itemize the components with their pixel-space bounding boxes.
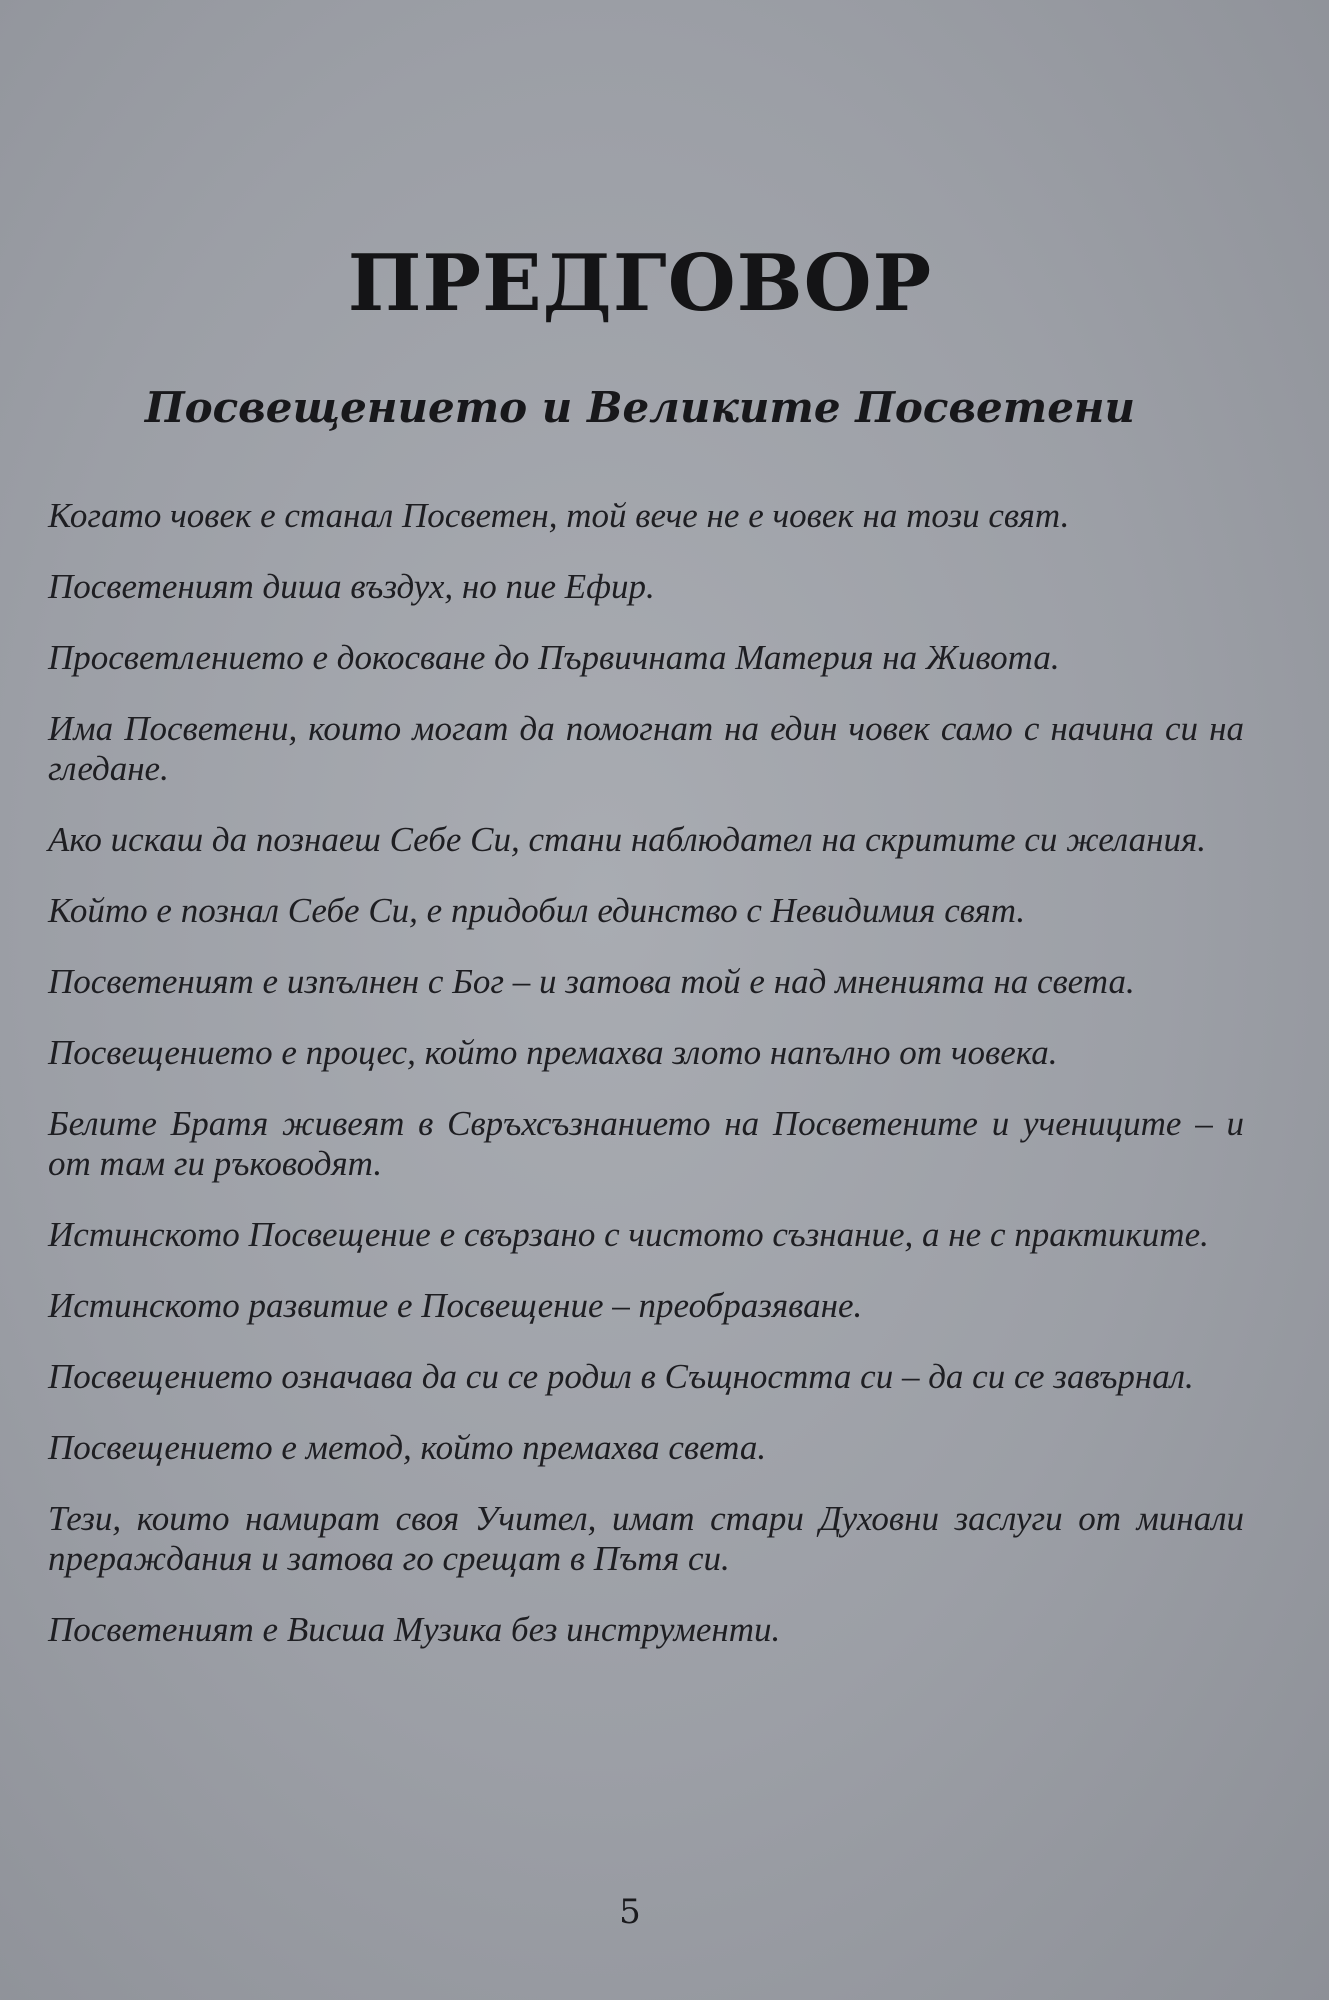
paragraph: Който е познал Себе Си, е придобил единство с Невидимия свят. [48, 891, 1026, 930]
paragraph: Просветлението е докосване до Първичната Материя на Живота. [48, 638, 1060, 677]
paragraph: Посветеният е изпълнен с Бог – и затова той е над мненията на света. [48, 962, 1135, 1001]
paragraph: Посвещението е процес, който премахва злото напълно от човека. [48, 1033, 1058, 1072]
paragraph: Тези, които намират своя Учител, имат стари Духовни заслуги от минали прераждания и затова го срещат в Пътя си. [48, 1499, 1244, 1578]
paragraph: Посвещението означава да си се родил в Същността си – да си се завърнал. [48, 1357, 1194, 1396]
paragraph: Посветеният диша въздух, но пие Ефир. [48, 567, 655, 606]
paragraph: Белите Братя живеят в Свръхсъзнанието на Посветените и учениците – и от там ги ръководят. [48, 1104, 1244, 1183]
page-number: 5 [619, 1892, 641, 1932]
paragraph: Истинското Посвещение е свързано с чистото съзнание, а не с практиките. [48, 1215, 1209, 1254]
paragraph: Когато човек е станал Посветен, той вече не е човек на този свят. [48, 496, 1070, 535]
paragraph: Ако искаш да познаеш Себе Си, стани наблюдател на скритите си желания. [48, 820, 1206, 859]
paragraph: Посвещението е метод, който премахва света. [48, 1428, 767, 1467]
page-title: ПРЕДГОВОР [347, 238, 933, 329]
paragraph: Има Посветени, които могат да помогнат на един човек само с начина си на гледане. [48, 709, 1244, 788]
paragraph: Посветеният е Висша Музика без инструменти. [48, 1610, 781, 1649]
page-subtitle: Посвещението и Великите Посветени [144, 383, 1136, 432]
text-body [48, 496, 1244, 1681]
paragraph: Истинското развитие е Посвещение – преобразяване. [48, 1286, 863, 1325]
